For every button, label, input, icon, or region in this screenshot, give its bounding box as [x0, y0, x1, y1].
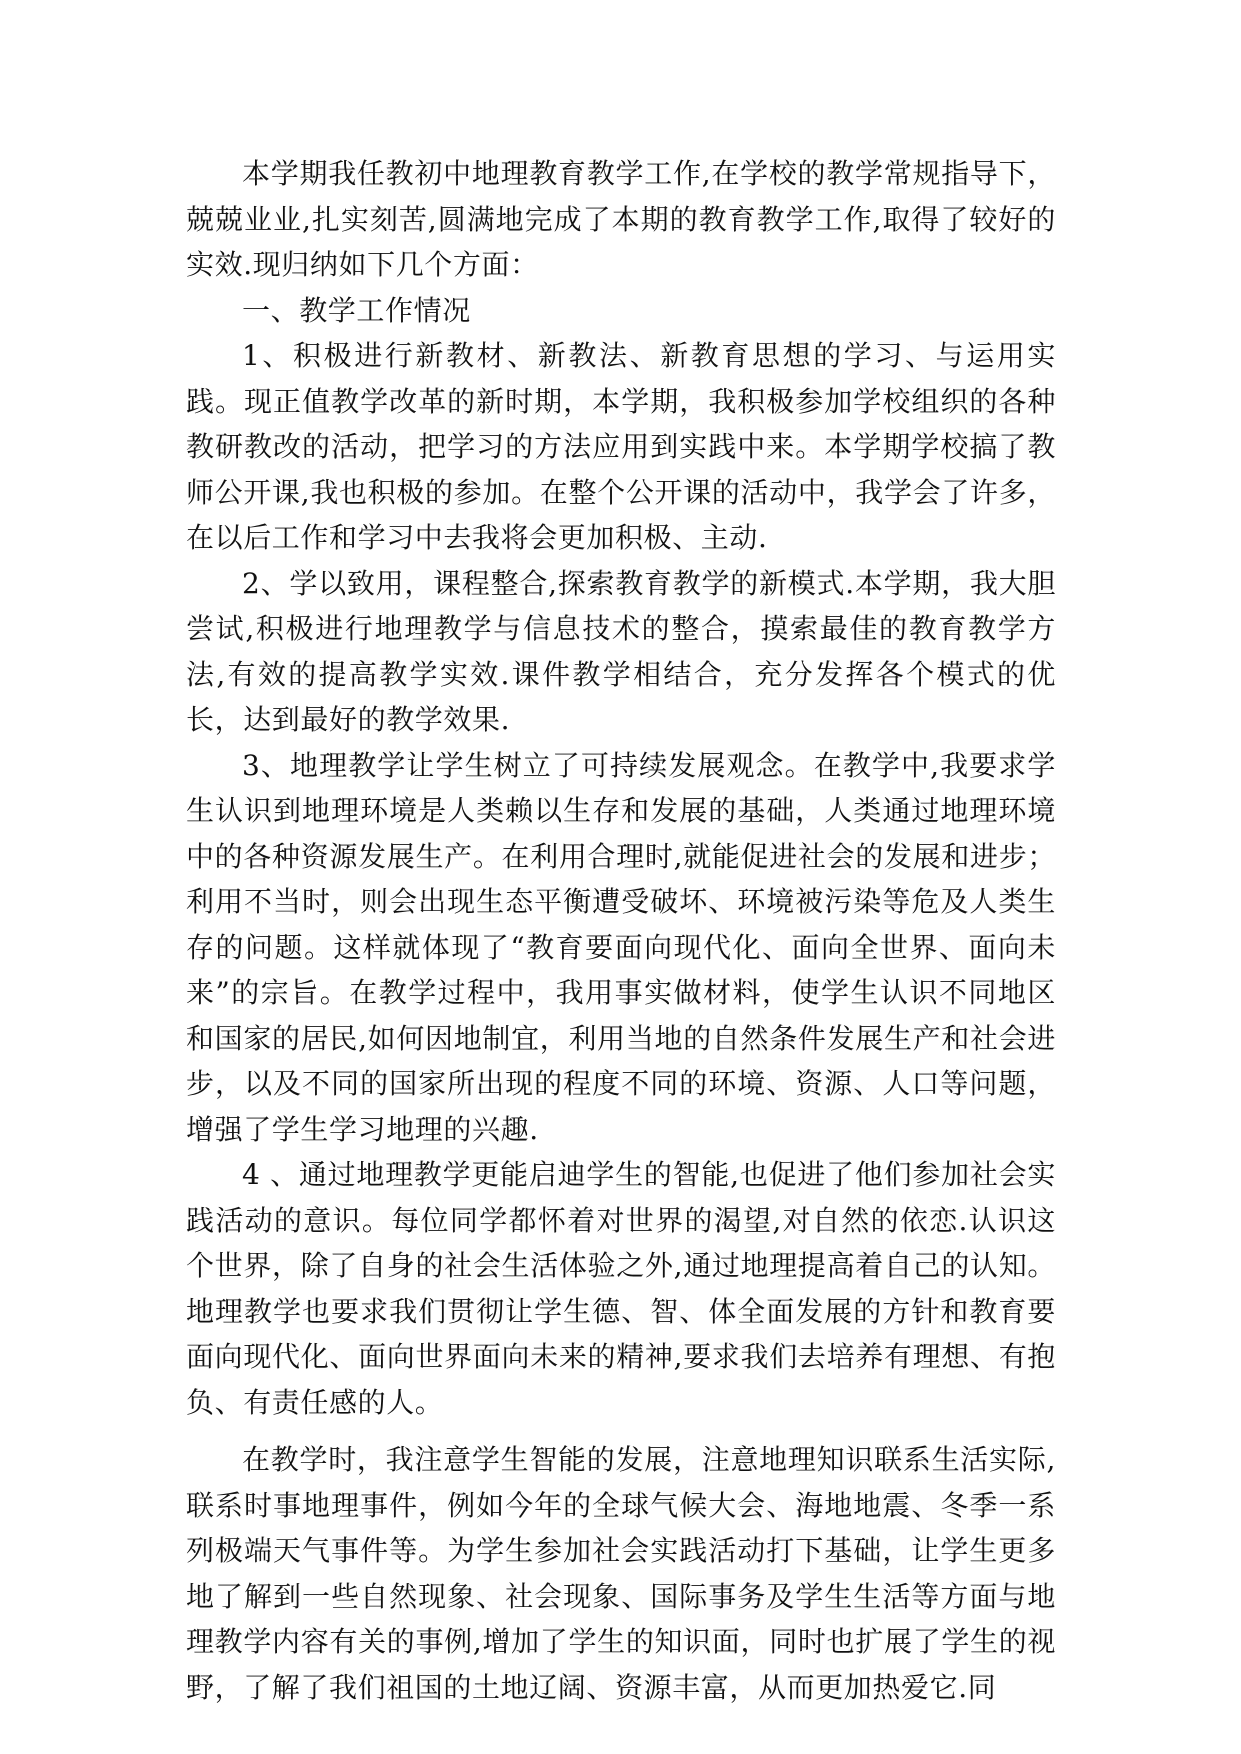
- document-body: [186, 151, 1056, 1710]
- paragraph-teaching: 在教学时，我注意学生智能的发展，注意地理知识联系生活实际,联系时事地理事件，例如今年的全球气候大会、海地地震、冬季一系列极端天气事件等。为学生参加社会实践活动打下基础，让学生更多地了解到一些自然现象、社会现象、国际事务及学生生活等方面与地理教学内容有关的事例,增加了学生的知识面，同时也扩展了学生的视野，了解了我们祖国的土地辽阔、资源丰富，从而更加热爱它.同: [186, 1443, 1056, 1704]
- paragraph-item-4: 4 、通过地理教学更能启迪学生的智能,也促进了他们参加社会实践活动的意识。每位同学都怀着对世界的渴望,对自然的依恋.认识这个世界，除了自身的社会生活体验之外,通过地理提高着自己的认知。地理教学也要求我们贯彻让学生德、智、体全面发展的方针和教育要面向现代化、面向世界面向未来的精神,要求我们去培养有理想、有抱负、有责任感的人。: [186, 1158, 1056, 1419]
- paragraph-intro: 本学期我任教初中地理教育教学工作,在学校的教学常规指导下，兢兢业业,扎实刻苦,圆满地完成了本期的教育教学工作,取得了较好的实效.现归纳如下几个方面：: [186, 157, 1056, 281]
- paragraph-item-1: 1、积极进行新教材、新教法、新教育思想的学习、与运用实践。现正值教学改革的新时期，本学期，我积极参加学校组织的各种教研教改的活动，把学习的方法应用到实践中来。本学期学校搞了教师公开课,我也积极的参加。在整个公开课的活动中，我学会了许多，在以后工作和学习中去我将会更加积极、主动.: [186, 339, 1056, 554]
- paragraph-item-3: 3、地理教学让学生树立了可持续发展观念。在教学中,我要求学生认识到地理环境是人类赖以生存和发展的基础，人类通过地理环境中的各种资源发展生产。在利用合理时,就能促进社会的发展和进步；利用不当时，则会出现生态平衡遭受破坏、环境被污染等危及人类生存的问题。这样就体现了“教育要面向现代化、面向全世界、面向未来”的宗旨。在教学过程中，我用事实做材料，使学生认识不同地区和国家的居民,如何因地制宜，利用当地的自然条件发展生产和社会进步，以及不同的国家所出现的程度不同的环境、资源、人口等问题，增强了学生学习地理的兴趣.: [186, 748, 1056, 1146]
- paragraph-item-2: 2、学以致用，课程整合,探索教育教学的新模式.本学期，我大胆尝试,积极进行地理教学与信息技术的整合，摸索最佳的教育教学方法,有效的提高教学实效.课件教学相结合，充分发挥各个模式的优长，达到最好的教学效果.: [186, 566, 1056, 736]
- section-heading: 一、教学工作情况: [242, 293, 471, 327]
